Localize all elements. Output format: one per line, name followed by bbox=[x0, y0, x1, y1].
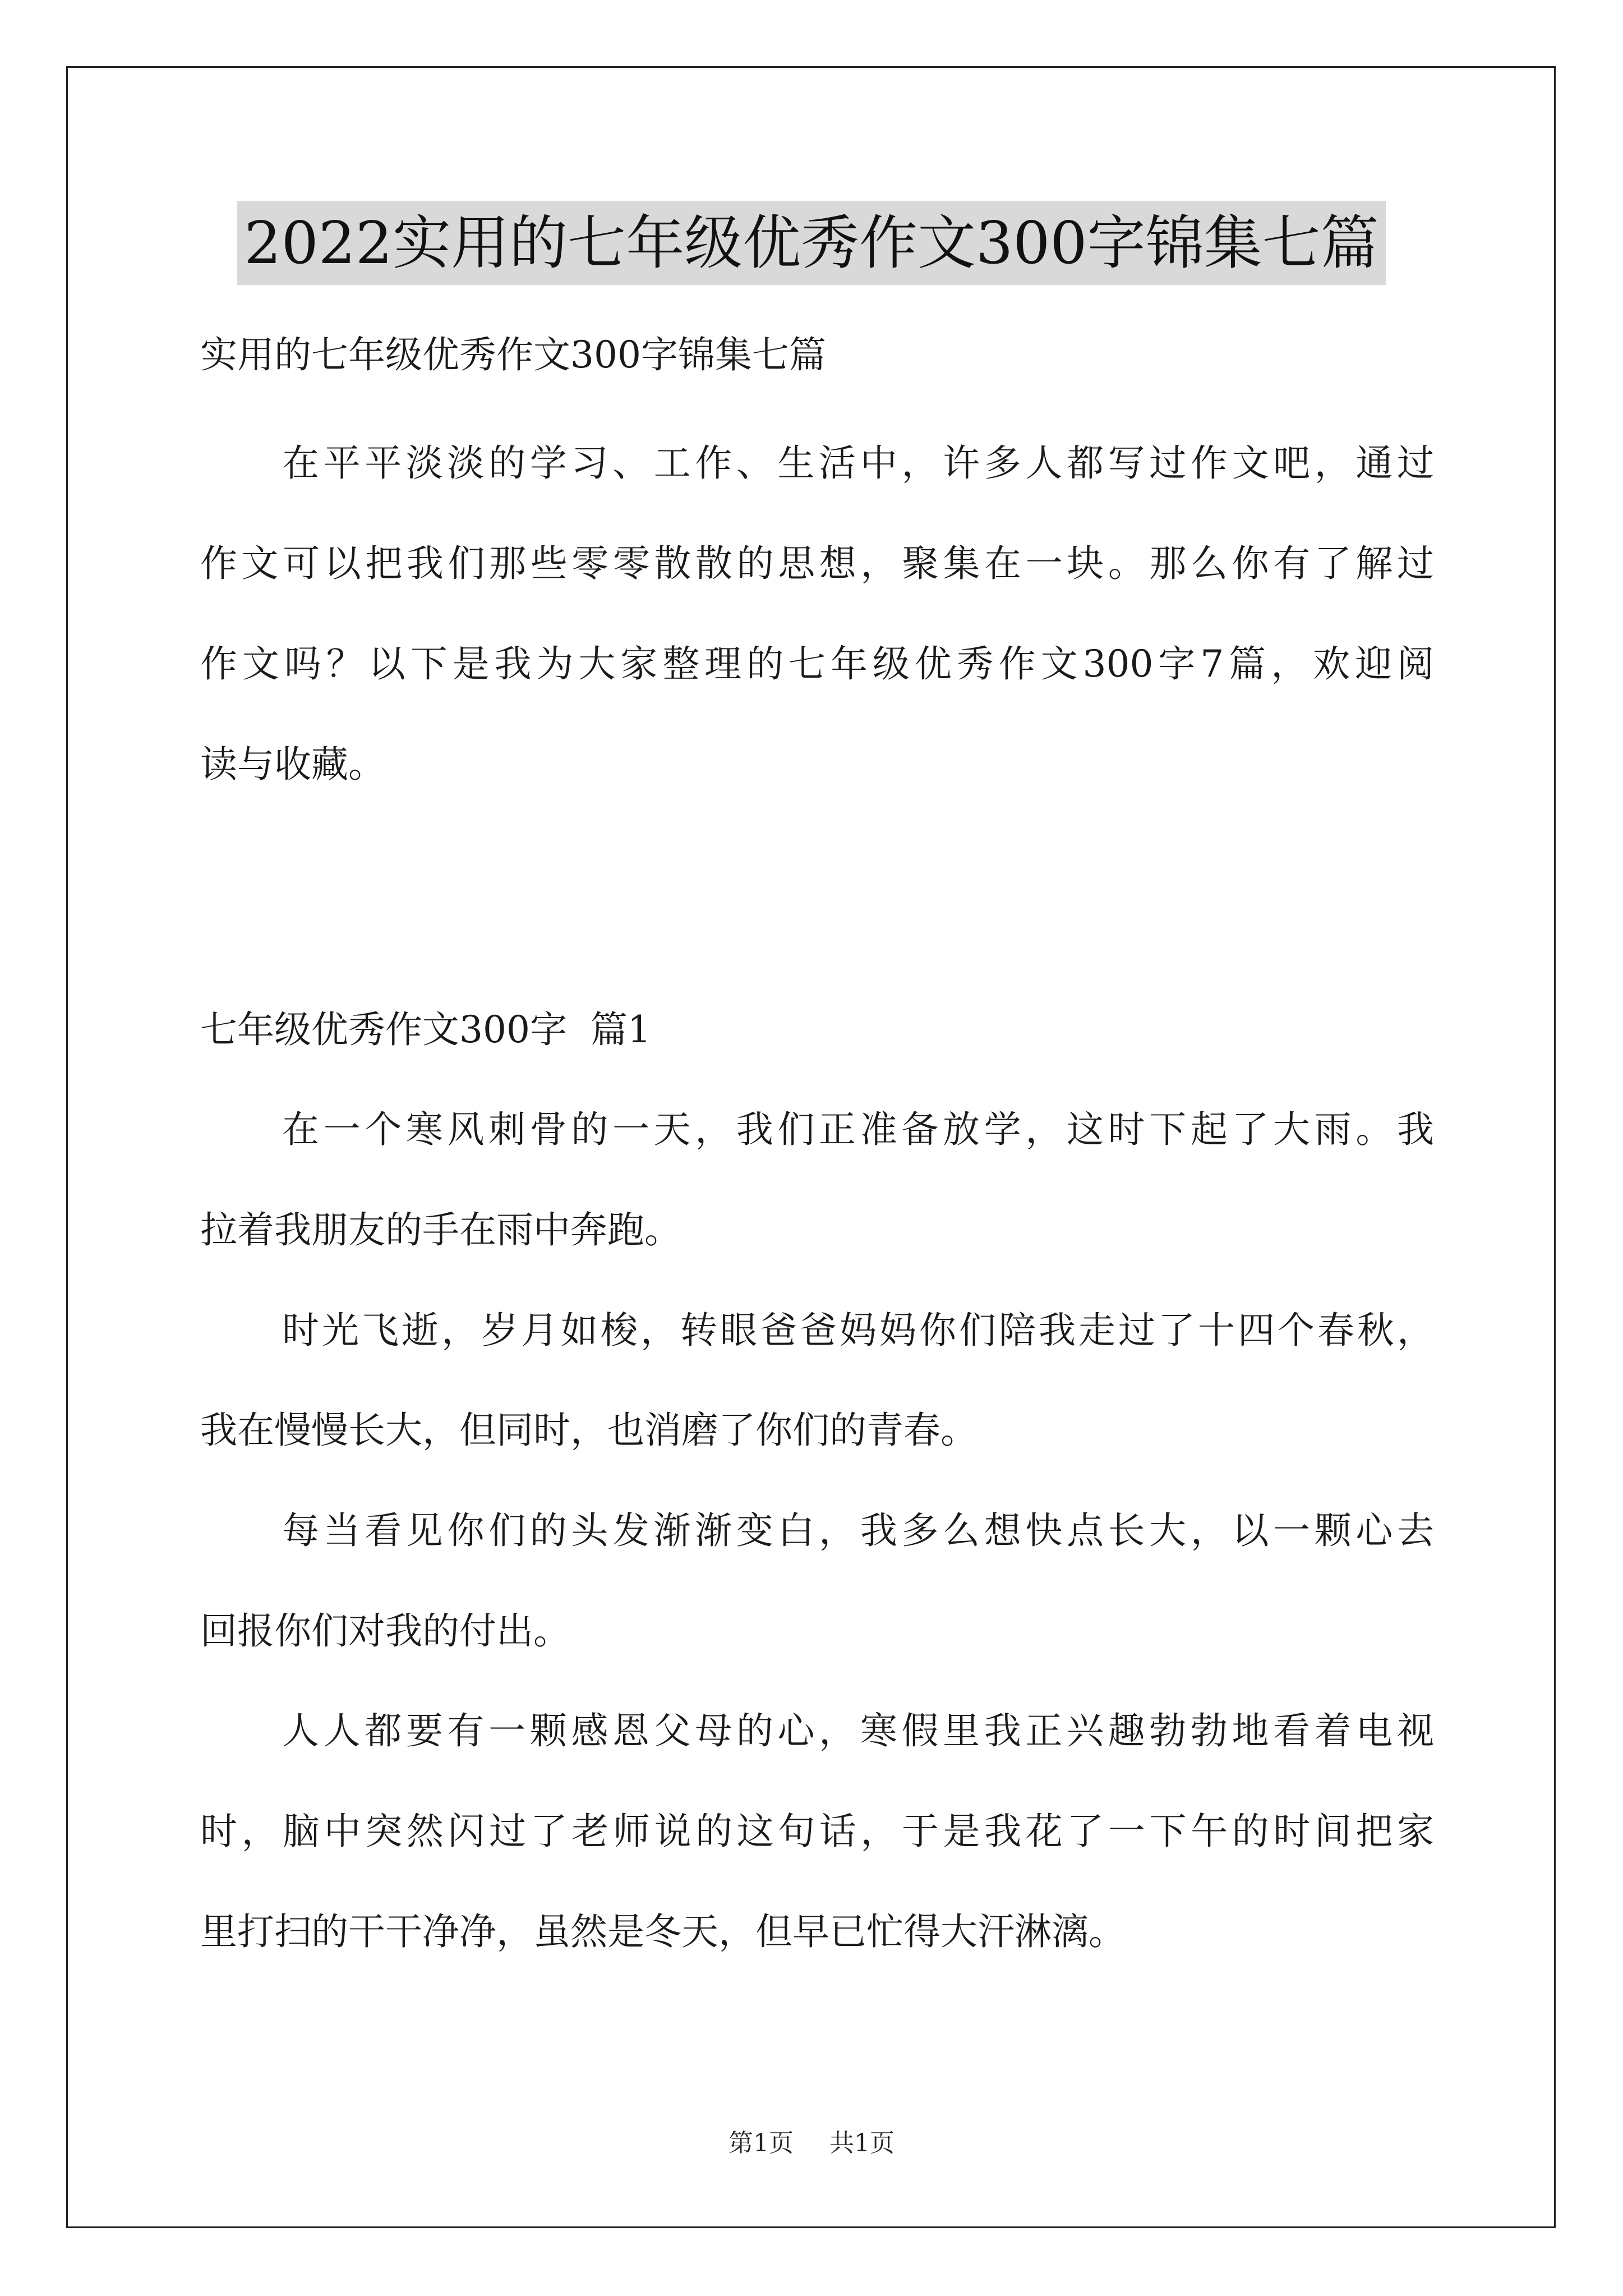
intro-line: 作文吗？以下是我为大家整理的七年级优秀作文300字7篇，欢迎阅 bbox=[200, 642, 1434, 685]
essay-line: 拉着我朋友的手在雨中奔跑。 bbox=[200, 1208, 681, 1251]
section-heading: 七年级优秀作文300字 篇1 bbox=[200, 1008, 651, 1051]
essay-line: 回报你们对我的付出。 bbox=[200, 1609, 570, 1653]
essay-line: 里打扫的干干净净，虽然是冬天，但早已忙得大汗淋漓。 bbox=[200, 1910, 1126, 1953]
intro-line: 读与收藏。 bbox=[200, 743, 385, 786]
essay-line: 时，脑中突然闪过了老师说的这句话，于是我花了一下午的时间把家 bbox=[200, 1810, 1434, 1853]
essay-line: 每当看见你们的头发渐渐变白，我多么想快点长大，以一颗心去 bbox=[282, 1509, 1434, 1552]
page-number: 第1页 bbox=[728, 2129, 794, 2157]
essay-line: 人人都要有一颗感恩父母的心，寒假里我正兴趣勃勃地看着电视 bbox=[282, 1709, 1434, 1752]
page-total: 共1页 bbox=[829, 2129, 895, 2157]
essay-line: 时光飞逝，岁月如梭，转眼爸爸妈妈你们陪我走过了十四个春秋， bbox=[282, 1309, 1434, 1352]
subtitle: 实用的七年级优秀作文300字锦集七篇 bbox=[200, 333, 826, 376]
document-title: 2022实用的七年级优秀作文300字锦集七篇 bbox=[237, 201, 1385, 285]
essay-line: 我在慢慢长大，但同时，也消磨了你们的青春。 bbox=[200, 1409, 978, 1452]
page-footer bbox=[0, 2129, 1623, 2158]
essay-line: 在一个寒风刺骨的一天，我们正准备放学，这时下起了大雨。我 bbox=[282, 1108, 1434, 1151]
title-container bbox=[0, 201, 1623, 285]
intro-line: 在平平淡淡的学习、工作、生活中，许多人都写过作文吧，通过 bbox=[282, 441, 1434, 485]
intro-line: 作文可以把我们那些零零散散的思想，聚集在一块。那么你有了解过 bbox=[200, 542, 1434, 585]
